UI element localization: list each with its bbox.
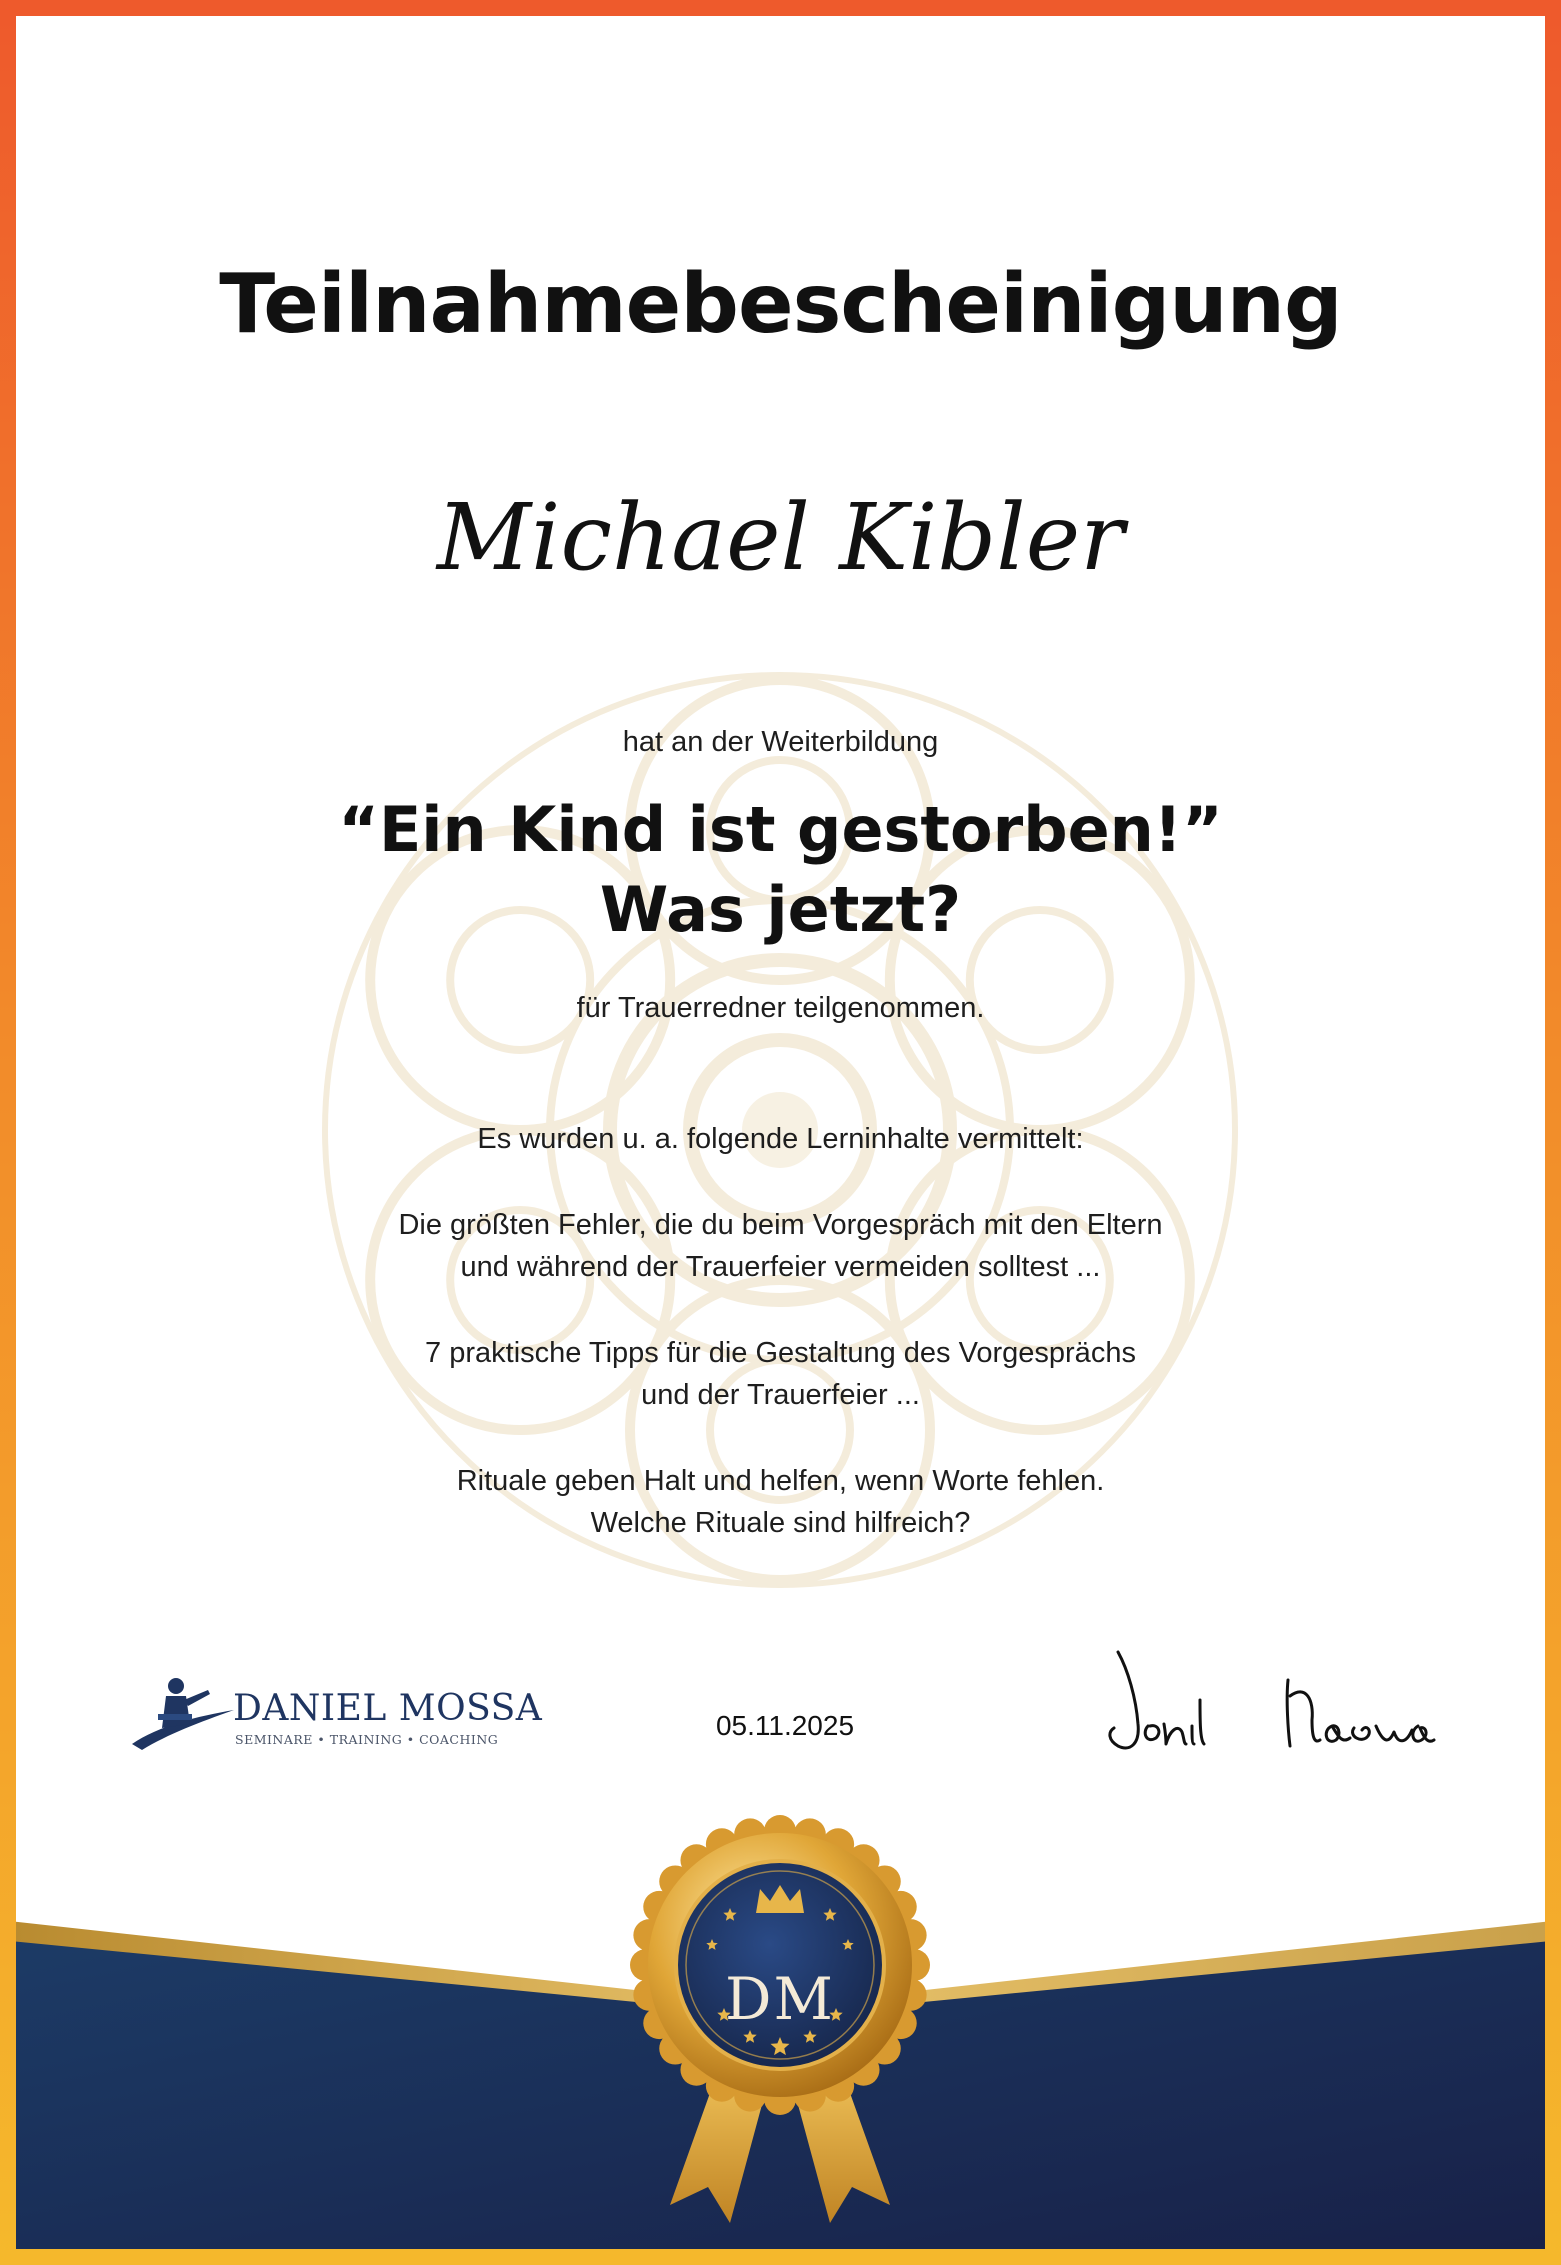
course-title-line: “Ein Kind ist gestorben!” [338,793,1223,866]
course-title [0,790,1561,950]
content-line: 7 praktische Tipps für die Gestaltung des Vorgesprächs [425,1337,1136,1369]
certificate-title: Teilnahmebescheinigung [219,257,1342,352]
contents-heading-text: Es wurden u. a. folgende Lerninhalte vermittelt: [477,1123,1084,1155]
star-icon [823,1908,836,1921]
star-icon [842,1939,853,1950]
speaker-icon [128,1674,238,1754]
content-item [0,1204,1561,1288]
seal-badge [620,1815,940,2235]
company-logo [128,1674,543,1754]
content-item [0,1460,1561,1544]
content-line: Rituale geben Halt und helfen, wenn Worte fehlen. [456,1465,1105,1497]
logo-tagline: SEMINARE • TRAINING • COACHING [235,1732,499,1747]
contents-heading [0,1118,1561,1160]
star-icon [771,2037,790,2055]
content-line: Welche Rituale sind hilfreich? [590,1507,971,1539]
star-icon [723,1908,736,1921]
learning-contents [0,1118,1561,1588]
logo-name: DANIEL MOSSA [233,1688,543,1729]
signature [1100,1640,1440,1770]
participant-name: Michael Kibler [436,484,1125,591]
outro-text: für Trauerredner teilgenommen. [576,992,985,1024]
course-title-line: Was jetzt? [599,873,962,946]
content-line: und der Trauerfeier ... [641,1379,920,1411]
content-line: und während der Trauerfeier vermeiden solltest ... [460,1251,1101,1283]
seal-monogram: DM [725,1965,835,2033]
content-item [0,1332,1561,1416]
intro-text: hat an der Weiterbildung [622,726,939,758]
star-icon [706,1939,717,1950]
issue-date: 05.11.2025 [715,1710,855,1741]
content-line: Die größten Fehler, die du beim Vorgespräch mit den Eltern [398,1209,1163,1241]
